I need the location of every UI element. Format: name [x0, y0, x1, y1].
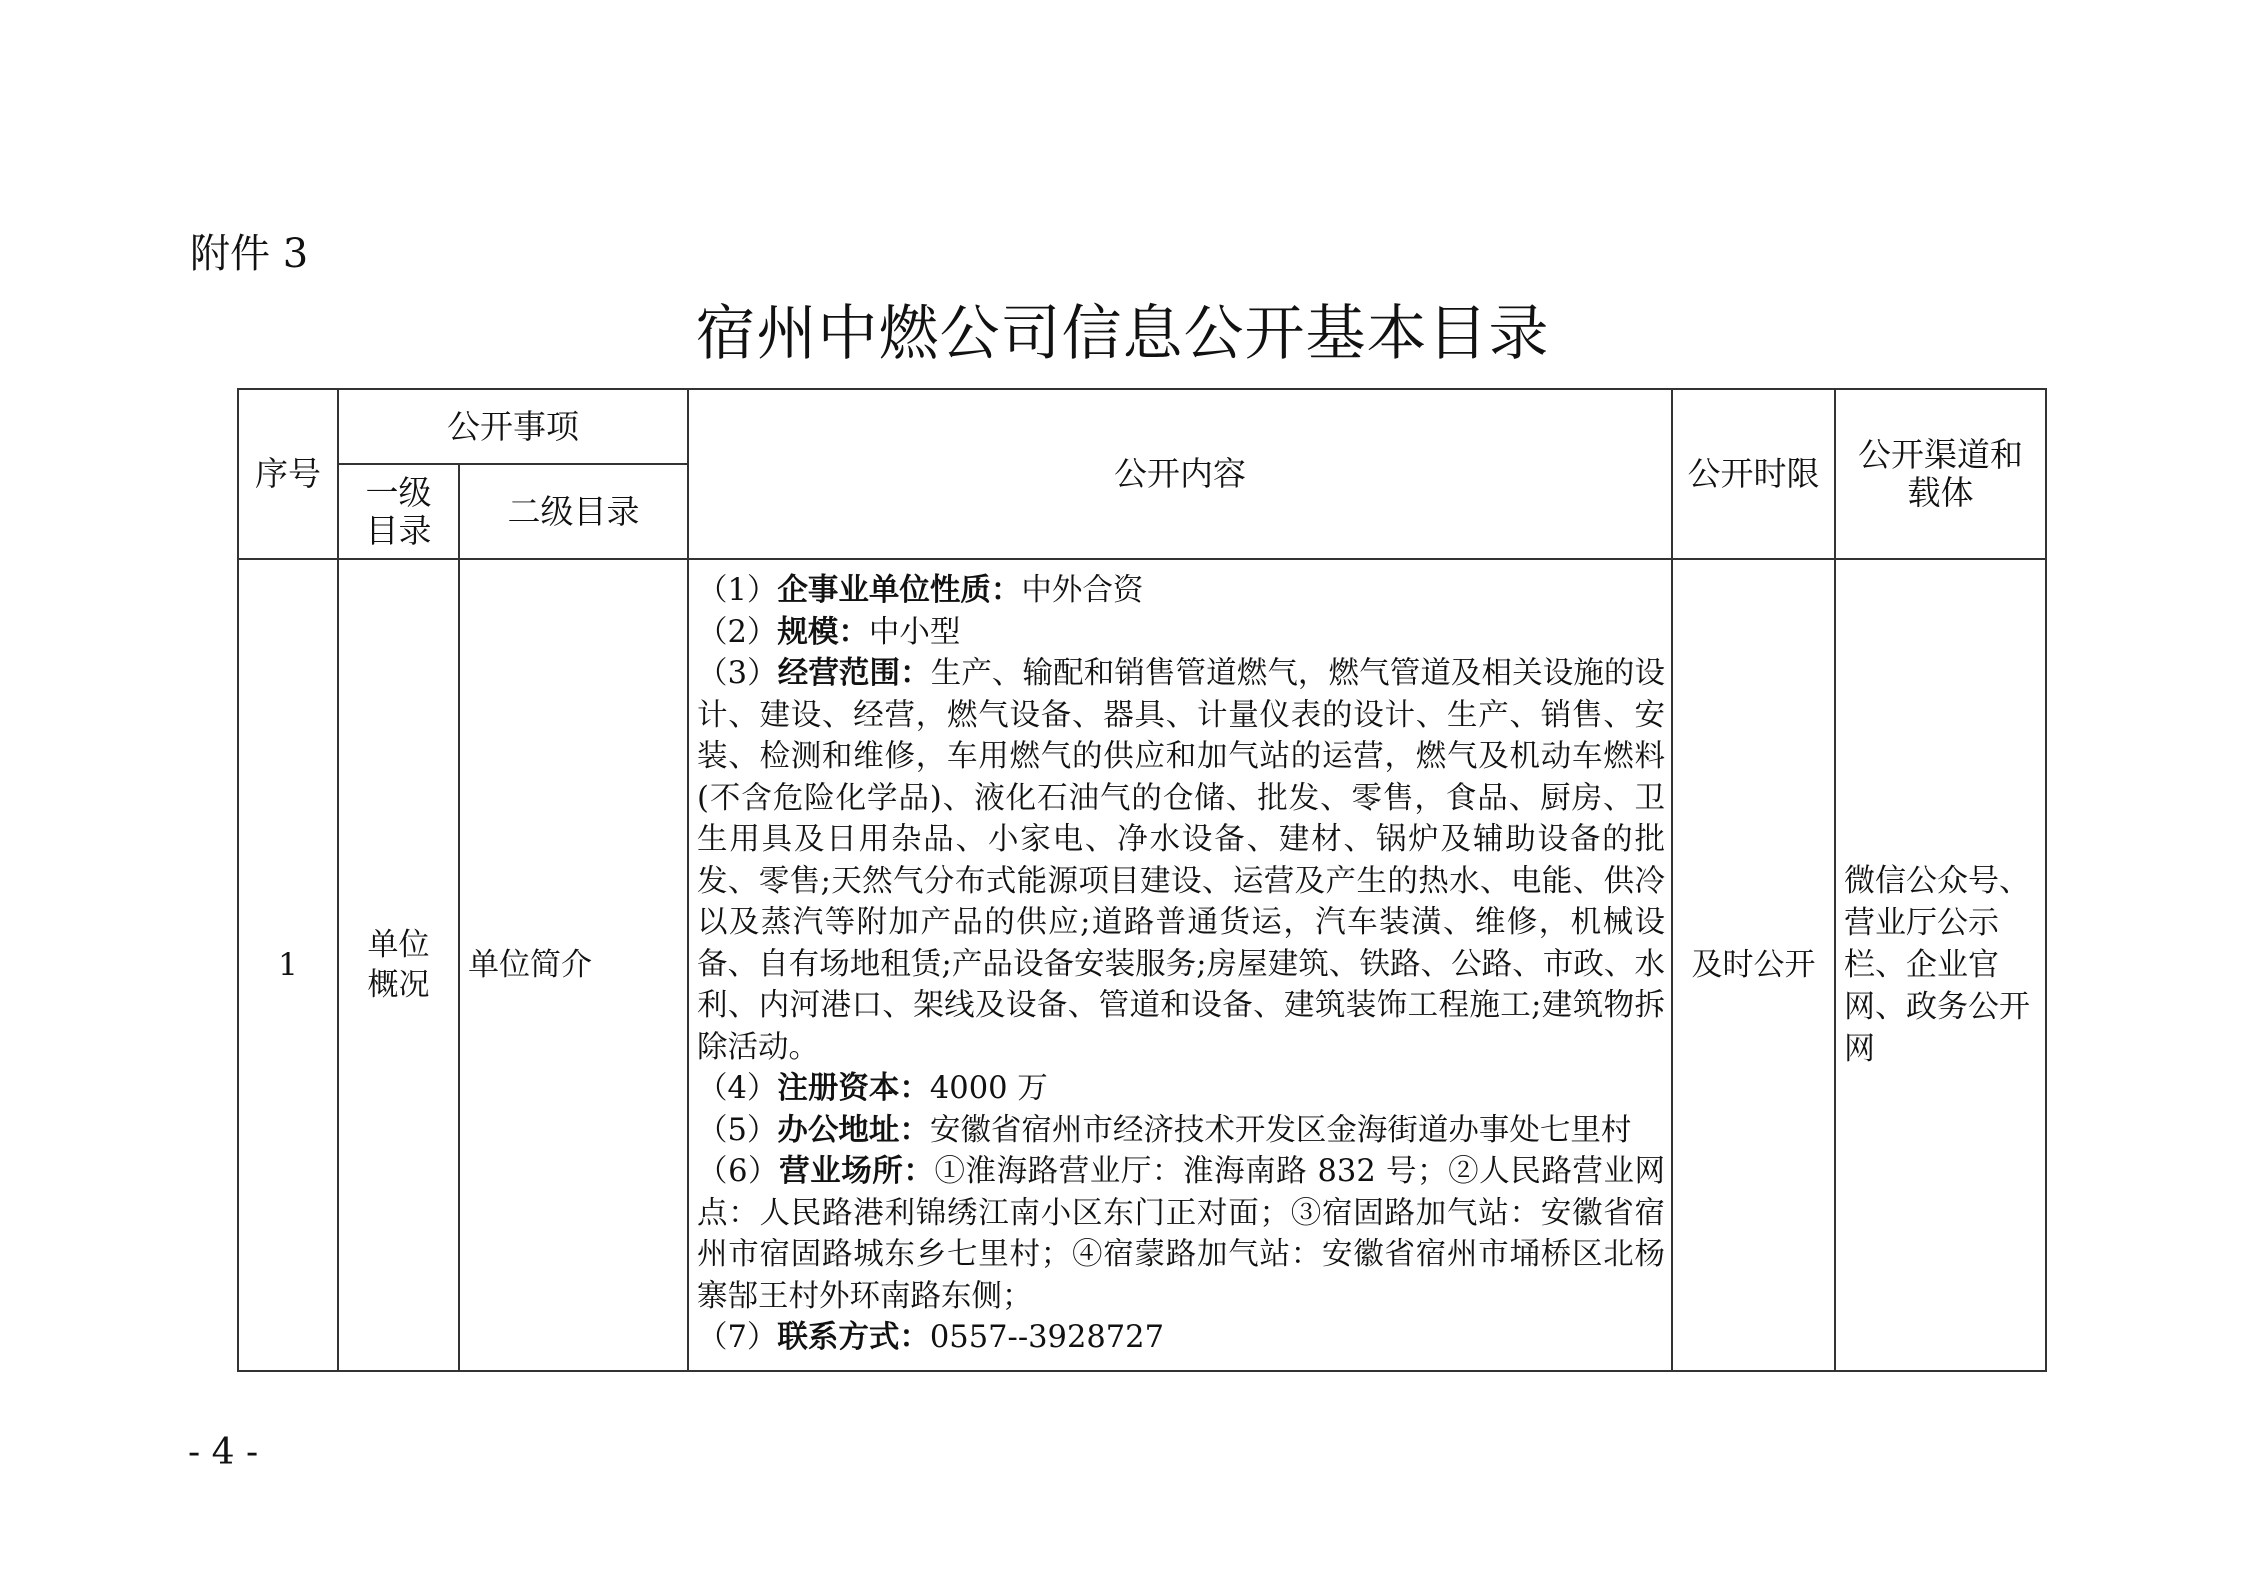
row-time-limit: 及时公开	[1672, 559, 1835, 1371]
header-time-limit: 公开时限	[1672, 389, 1835, 559]
content-item-6: （6）营业场所：①淮海路营业厅：淮海南路 832 号；②人民路营业网点：人民路港利锦绣江南小区东门正对面；③宿固路加气站：安徽省宿州市宿固路城东乡七里村；④宿蒙路加气站：安徽省宿州市埇桥区北杨寨郜王村外环南路东侧；	[697, 1154, 1666, 1314]
page-number: - 4 -	[188, 1432, 259, 1473]
row-level1: 单位概况	[338, 559, 459, 1371]
header-channel: 公开渠道和载体	[1835, 389, 2046, 559]
row-channel: 微信公众号、营业厅公示栏、企业官网、政务公开网	[1835, 559, 2046, 1371]
attachment-label: 附件 3	[190, 231, 309, 277]
header-seq: 序号	[238, 389, 338, 559]
content-item-3: （3）经营范围：生产、输配和销售管道燃气，燃气管道及相关设施的设计、建设、经营，燃气设备、器具、计量仪表的设计、生产、销售、安装、检测和维修，车用燃气的供应和加气站的运营，燃气及机动车燃料(不含危险化学品)、液化石油气的仓储、批发、零售，食品、厨房、卫生用具及日用杂品、小家电、净水设备、建材、锅炉及辅助设备的批发、零售;天然气分布式能源项目建设、运营及产生的热水、电能、供冷以及蒸汽等附加产品的供应;道路普通货运，汽车装潢、维修，机械设备、自有场地租赁;产品设备安装服务;房屋建筑、铁路、公路、市政、水利、内河港口、架线及设备、管道和设备、建筑装饰工程施工;建筑物拆除活动。	[697, 656, 1666, 1065]
content-item-4: （4）注册资本：4000 万	[697, 1071, 1048, 1106]
row-level2: 单位简介	[459, 559, 688, 1371]
content-item-7: （7）联系方式：0557--3928727	[697, 1320, 1164, 1355]
header-content: 公开内容	[688, 389, 1672, 559]
row-content	[688, 559, 1672, 1371]
row-seq: 1	[238, 559, 338, 1371]
document-title: 宿州中燃公司信息公开基本目录	[695, 299, 1550, 369]
content-item-2: （2）规模：中小型	[697, 614, 961, 650]
directory-table	[237, 388, 2047, 1372]
table-row	[238, 559, 2046, 1371]
header-level1: 一级目录	[338, 464, 459, 559]
content-item-5: （5）办公地址：安徽省宿州市经济技术开发区金海街道办事处七里村	[697, 1112, 1632, 1148]
header-item-group: 公开事项	[338, 389, 688, 464]
header-level2: 二级目录	[459, 464, 688, 559]
content-item-1: （1）企事业单位性质：中外合资	[697, 573, 1144, 608]
